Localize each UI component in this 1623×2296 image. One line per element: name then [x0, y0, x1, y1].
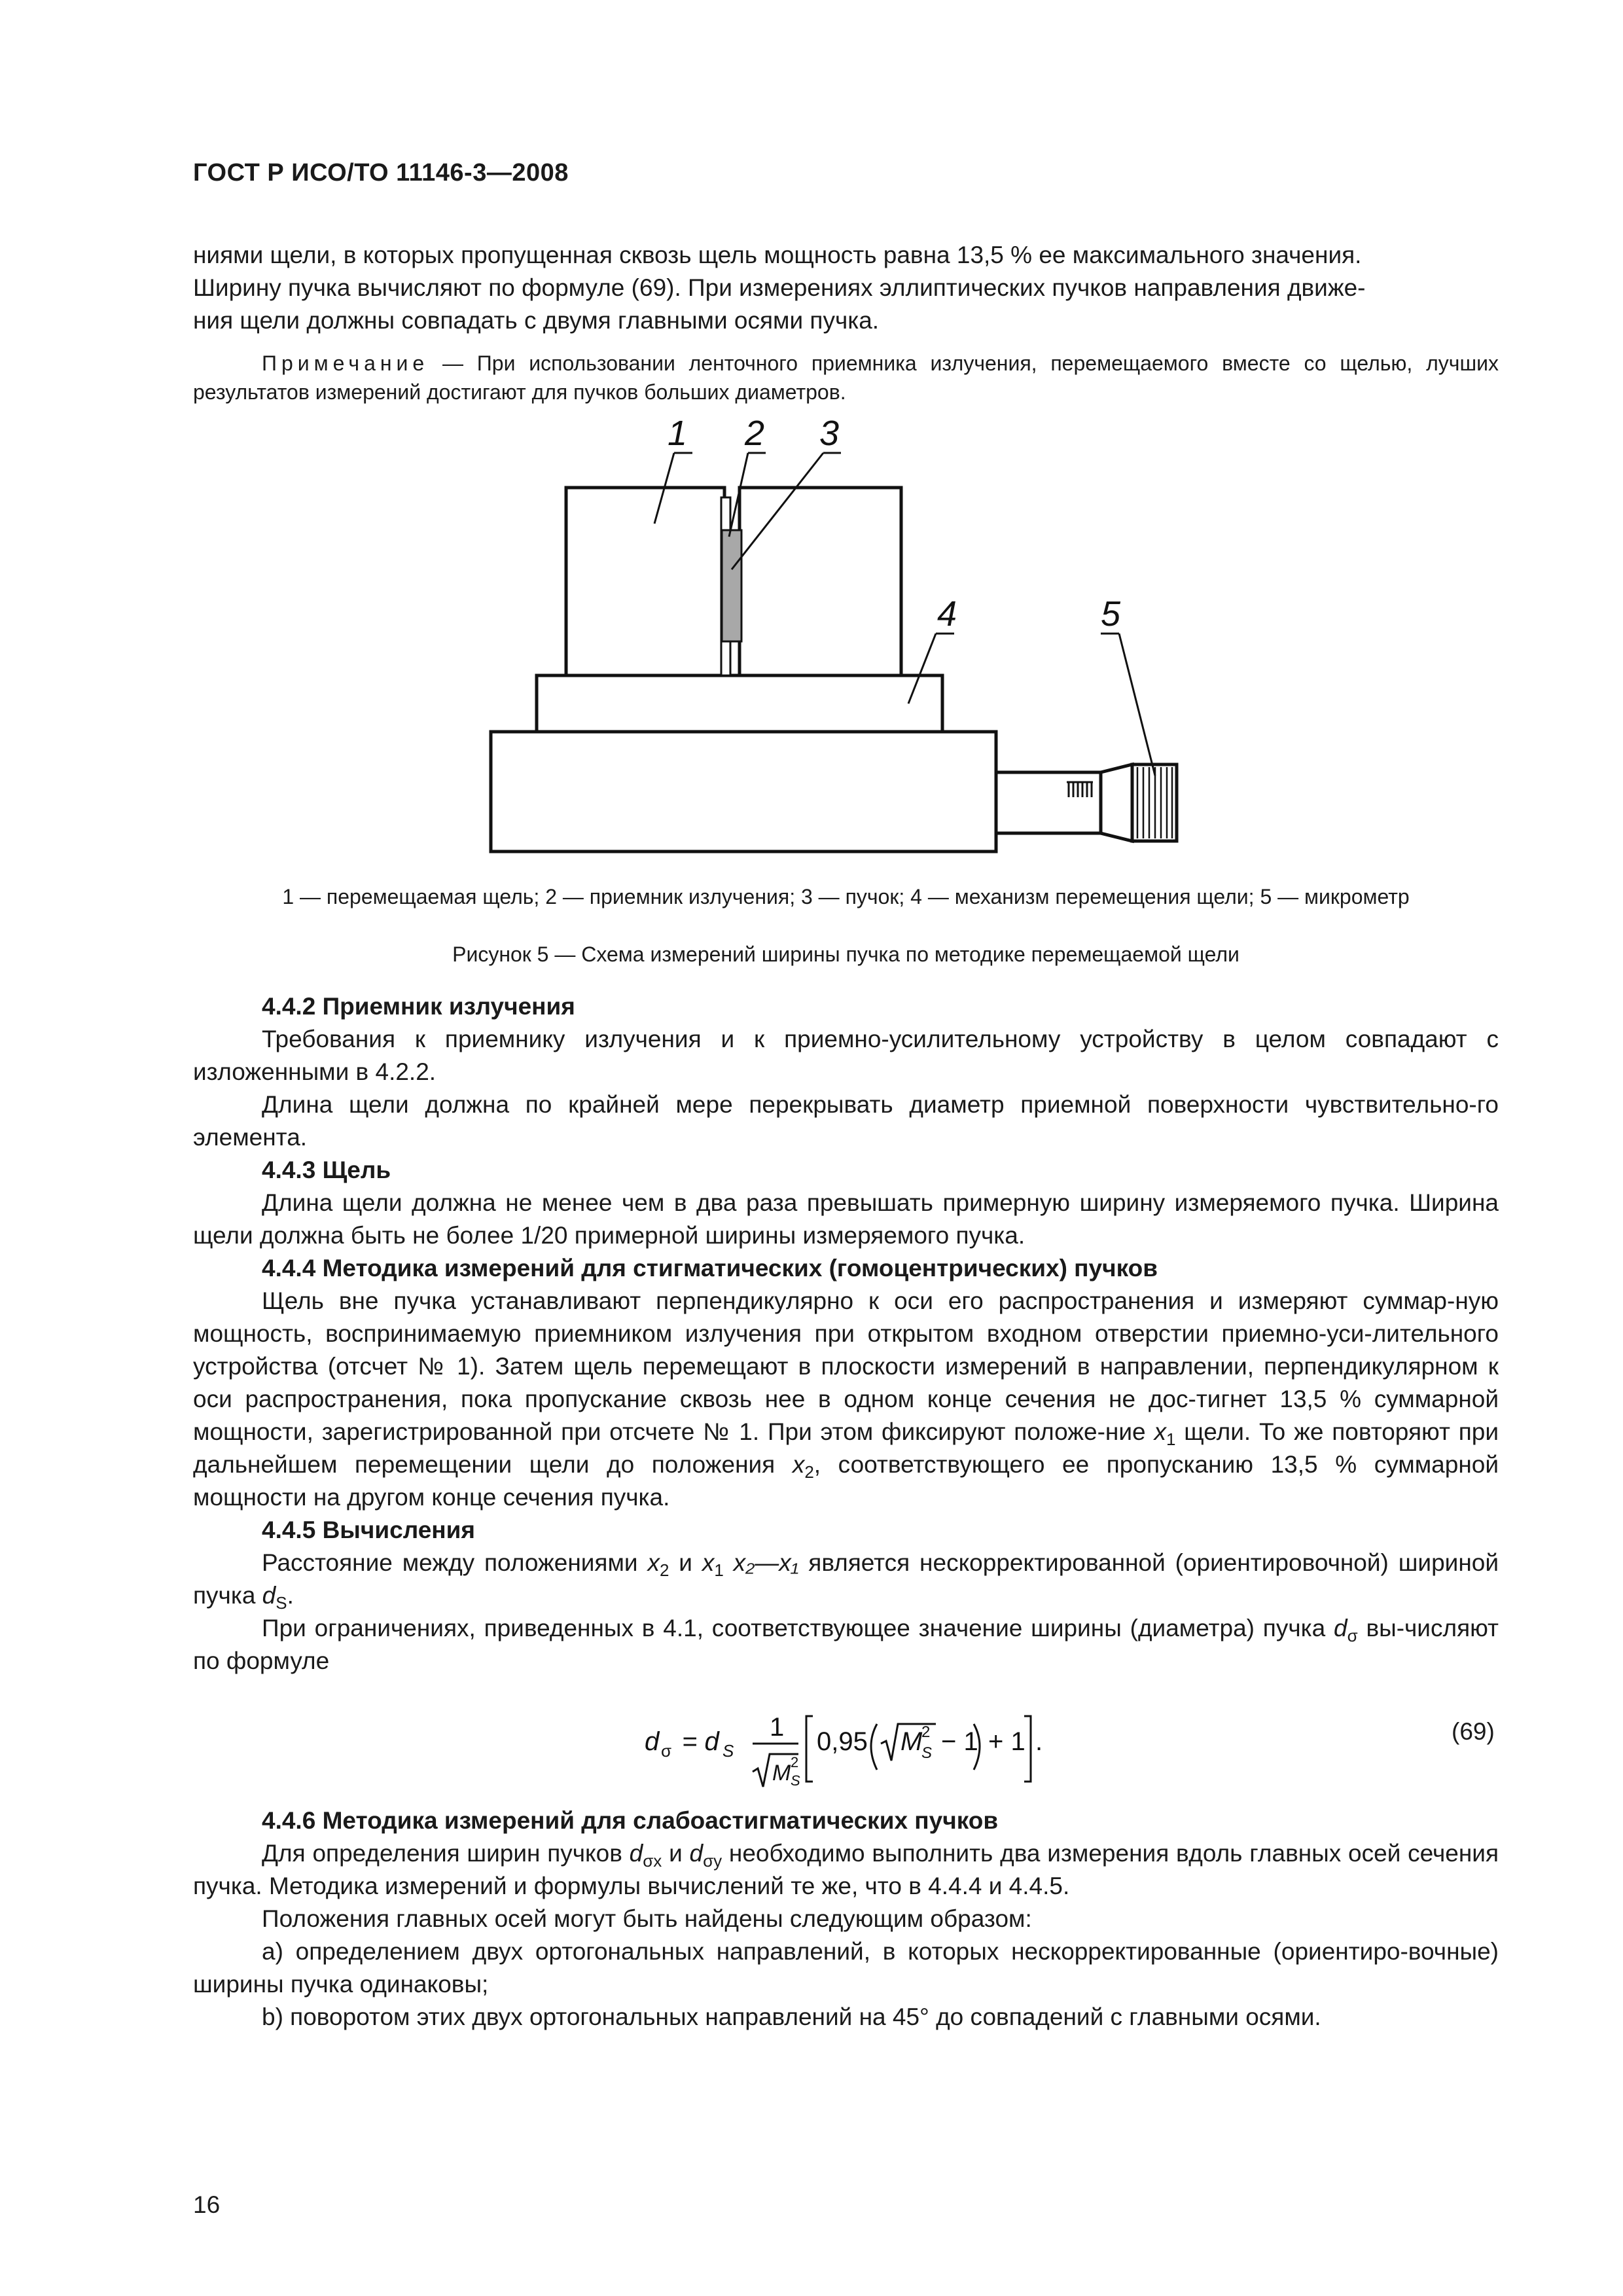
sections-block-1 — [193, 990, 1499, 1677]
micrometer-scale — [1067, 782, 1093, 797]
note-text: — При использовании ленточного приемника излучения, перемещаемого вместе со щелью, лучших результатов измерений достигают для пучков больших диаметров. — [193, 351, 1499, 404]
leader-5 — [1119, 634, 1155, 776]
formula-number: (69) — [1452, 1718, 1495, 1745]
slit-measurement-diagram — [471, 419, 1211, 864]
svg-text:= d: = d — [682, 1727, 719, 1756]
heading-4-4-4: 4.4.4 Методика измерений для стигматических (гомоцентрических) пучков — [262, 1255, 1158, 1282]
document-header: ГОСТ Р ИСО/ТО 11146-3—2008 — [193, 159, 569, 187]
list-item-a: а) определением двух ортогональных направлений, в которых нескорректированные (ориентиро-вочные) ширины пучка одинаковы; — [193, 1938, 1499, 1998]
svg-text:S: S — [921, 1744, 933, 1762]
para-4-4-5-2: При ограничениях, приведенных в 4.1, соответствующее значение ширины (диаметра) пучка $d_\sigma$ вы-числяют по формуле — [193, 1615, 1499, 1674]
heading-4-4-3: 4.4.3 Щель — [262, 1157, 391, 1183]
para-4-4-2-1: Требования к приемнику излучения и к приемно-усилительному устройству в целом совпадают с изложенными в 4.2.2. — [193, 1026, 1499, 1085]
slit-mechanism — [537, 675, 942, 732]
svg-text:M: M — [772, 1761, 791, 1785]
leader-3 — [732, 453, 823, 569]
figure-legend: 1 — перемещаемая щель; 2 — приемник излучения; 3 — пучок; 4 — механизм перемещения щели; 5 — микрометр — [282, 885, 1410, 908]
figure-label-1: 1 — [668, 419, 688, 453]
para-4-4-2-2: Длина щели должна по крайней мере перекрывать диаметр приемной поверхности чувствительно-го элемента. — [193, 1091, 1499, 1151]
para-4-4-4-1: Щель вне пучка устанавливают перпендикулярно к оси его распространения и измеряют суммар-ную мощность, воспринимаемую приемником излучения при открытом входном отверстии приемно-уси-лительного устройства (отсчет № 1). Затем щель перемещают в плоскости измерений в направлении, перпендикулярном к оси распространения, пока пропускание сквозь нее в одном конце сечения не дос-тигнет 13,5 % суммарной мощности, зарегистрированной при отсчете № 1. При этом фиксируют положе-ние $x_1$ щели. То же повторяют при дальнейшем перемещении щели до положения $x_2$, соответствующего ее пропусканию 13,5 % суммарной мощности на другом конце сечения пучка. — [193, 1287, 1499, 1511]
svg-text:.: . — [1035, 1727, 1043, 1756]
knurl-lines — [1137, 767, 1172, 838]
para-4-4-3-1: Длина щели должна не менее чем в два раза превышать примерную ширину измеряемого пучка. Ширина щели должна быть не более 1/20 примерной ширины измеряемого пучка. — [193, 1189, 1499, 1249]
figure-label-4: 4 — [937, 594, 957, 634]
note-block — [193, 349, 1499, 406]
heading-4-4-6: 4.4.6 Методика измерений для слабоастигматических пучков — [262, 1807, 999, 1834]
list-item-b: b) поворотом этих двух ортогональных направлений на 45° до совпадений с главными осями. — [262, 2003, 1321, 2030]
figure-label-5: 5 — [1101, 594, 1121, 634]
figure-title: Рисунок 5 — Схема измерений ширины пучка по методике перемещаемой щели — [452, 942, 1240, 966]
svg-text:+ 1: + 1 — [988, 1727, 1026, 1756]
formula-69 — [641, 1710, 1086, 1795]
beam — [722, 530, 741, 641]
heading-4-4-2: 4.4.2 Приемник излучения — [262, 993, 575, 1020]
intro-line: Ширину пучка вычисляют по формуле (69). При измерениях эллиптических пучков направления движе- — [193, 274, 1366, 301]
svg-text:0,95: 0,95 — [817, 1727, 868, 1756]
svg-text:2: 2 — [921, 1723, 931, 1741]
svg-text:2: 2 — [791, 1754, 799, 1770]
para-4-4-6-1: Для определения ширин пучков $d_{\sigma x}$ и $d_{\sigma y}$ необходимо выполнить два измерения вдоль главных осей сечения пучка. Методика измерений и формулы вычислений те же, что в 4.4.4 и 4.4.5. — [193, 1840, 1499, 1899]
svg-text:1: 1 — [770, 1713, 785, 1742]
para-4-4-5-1: Расстояние между положениями $x_2$ и $x_1$ x₂—x₁ является нескорректированной (ориентировочной) шириной пучка $d_S$. — [193, 1549, 1499, 1613]
svg-text:σ: σ — [661, 1741, 672, 1761]
note-label: Примечание — [262, 351, 429, 375]
svg-text:M: M — [901, 1727, 923, 1756]
micrometer-cone — [1101, 764, 1132, 841]
figure-label-2: 2 — [745, 419, 765, 453]
leader-4 — [908, 634, 936, 704]
svg-text:S: S — [791, 1772, 800, 1789]
svg-text:− 1: − 1 — [941, 1727, 978, 1756]
slit-left-jaw — [566, 488, 724, 675]
slit-right-jaw — [740, 488, 901, 675]
intro-block — [193, 239, 1499, 337]
page-number: 16 — [193, 2191, 221, 2218]
intro-line: ниями щели, в которых пропущенная сквозь щель мощность равна 13,5 % ее максимального значения. — [193, 242, 1362, 268]
para-4-4-6-2: Положения главных осей могут быть найдены следующим образом: — [262, 1905, 1032, 1932]
intro-line: ния щели должны совпадать с двумя главными осями пучка. — [193, 307, 880, 334]
svg-text:d: d — [645, 1727, 660, 1756]
base-block — [491, 732, 996, 852]
figure-label-3: 3 — [819, 419, 840, 453]
svg-text:S: S — [722, 1741, 734, 1761]
sections-block-2 — [193, 1804, 1499, 2034]
heading-4-4-5: 4.4.5 Вычисления — [262, 1516, 475, 1543]
